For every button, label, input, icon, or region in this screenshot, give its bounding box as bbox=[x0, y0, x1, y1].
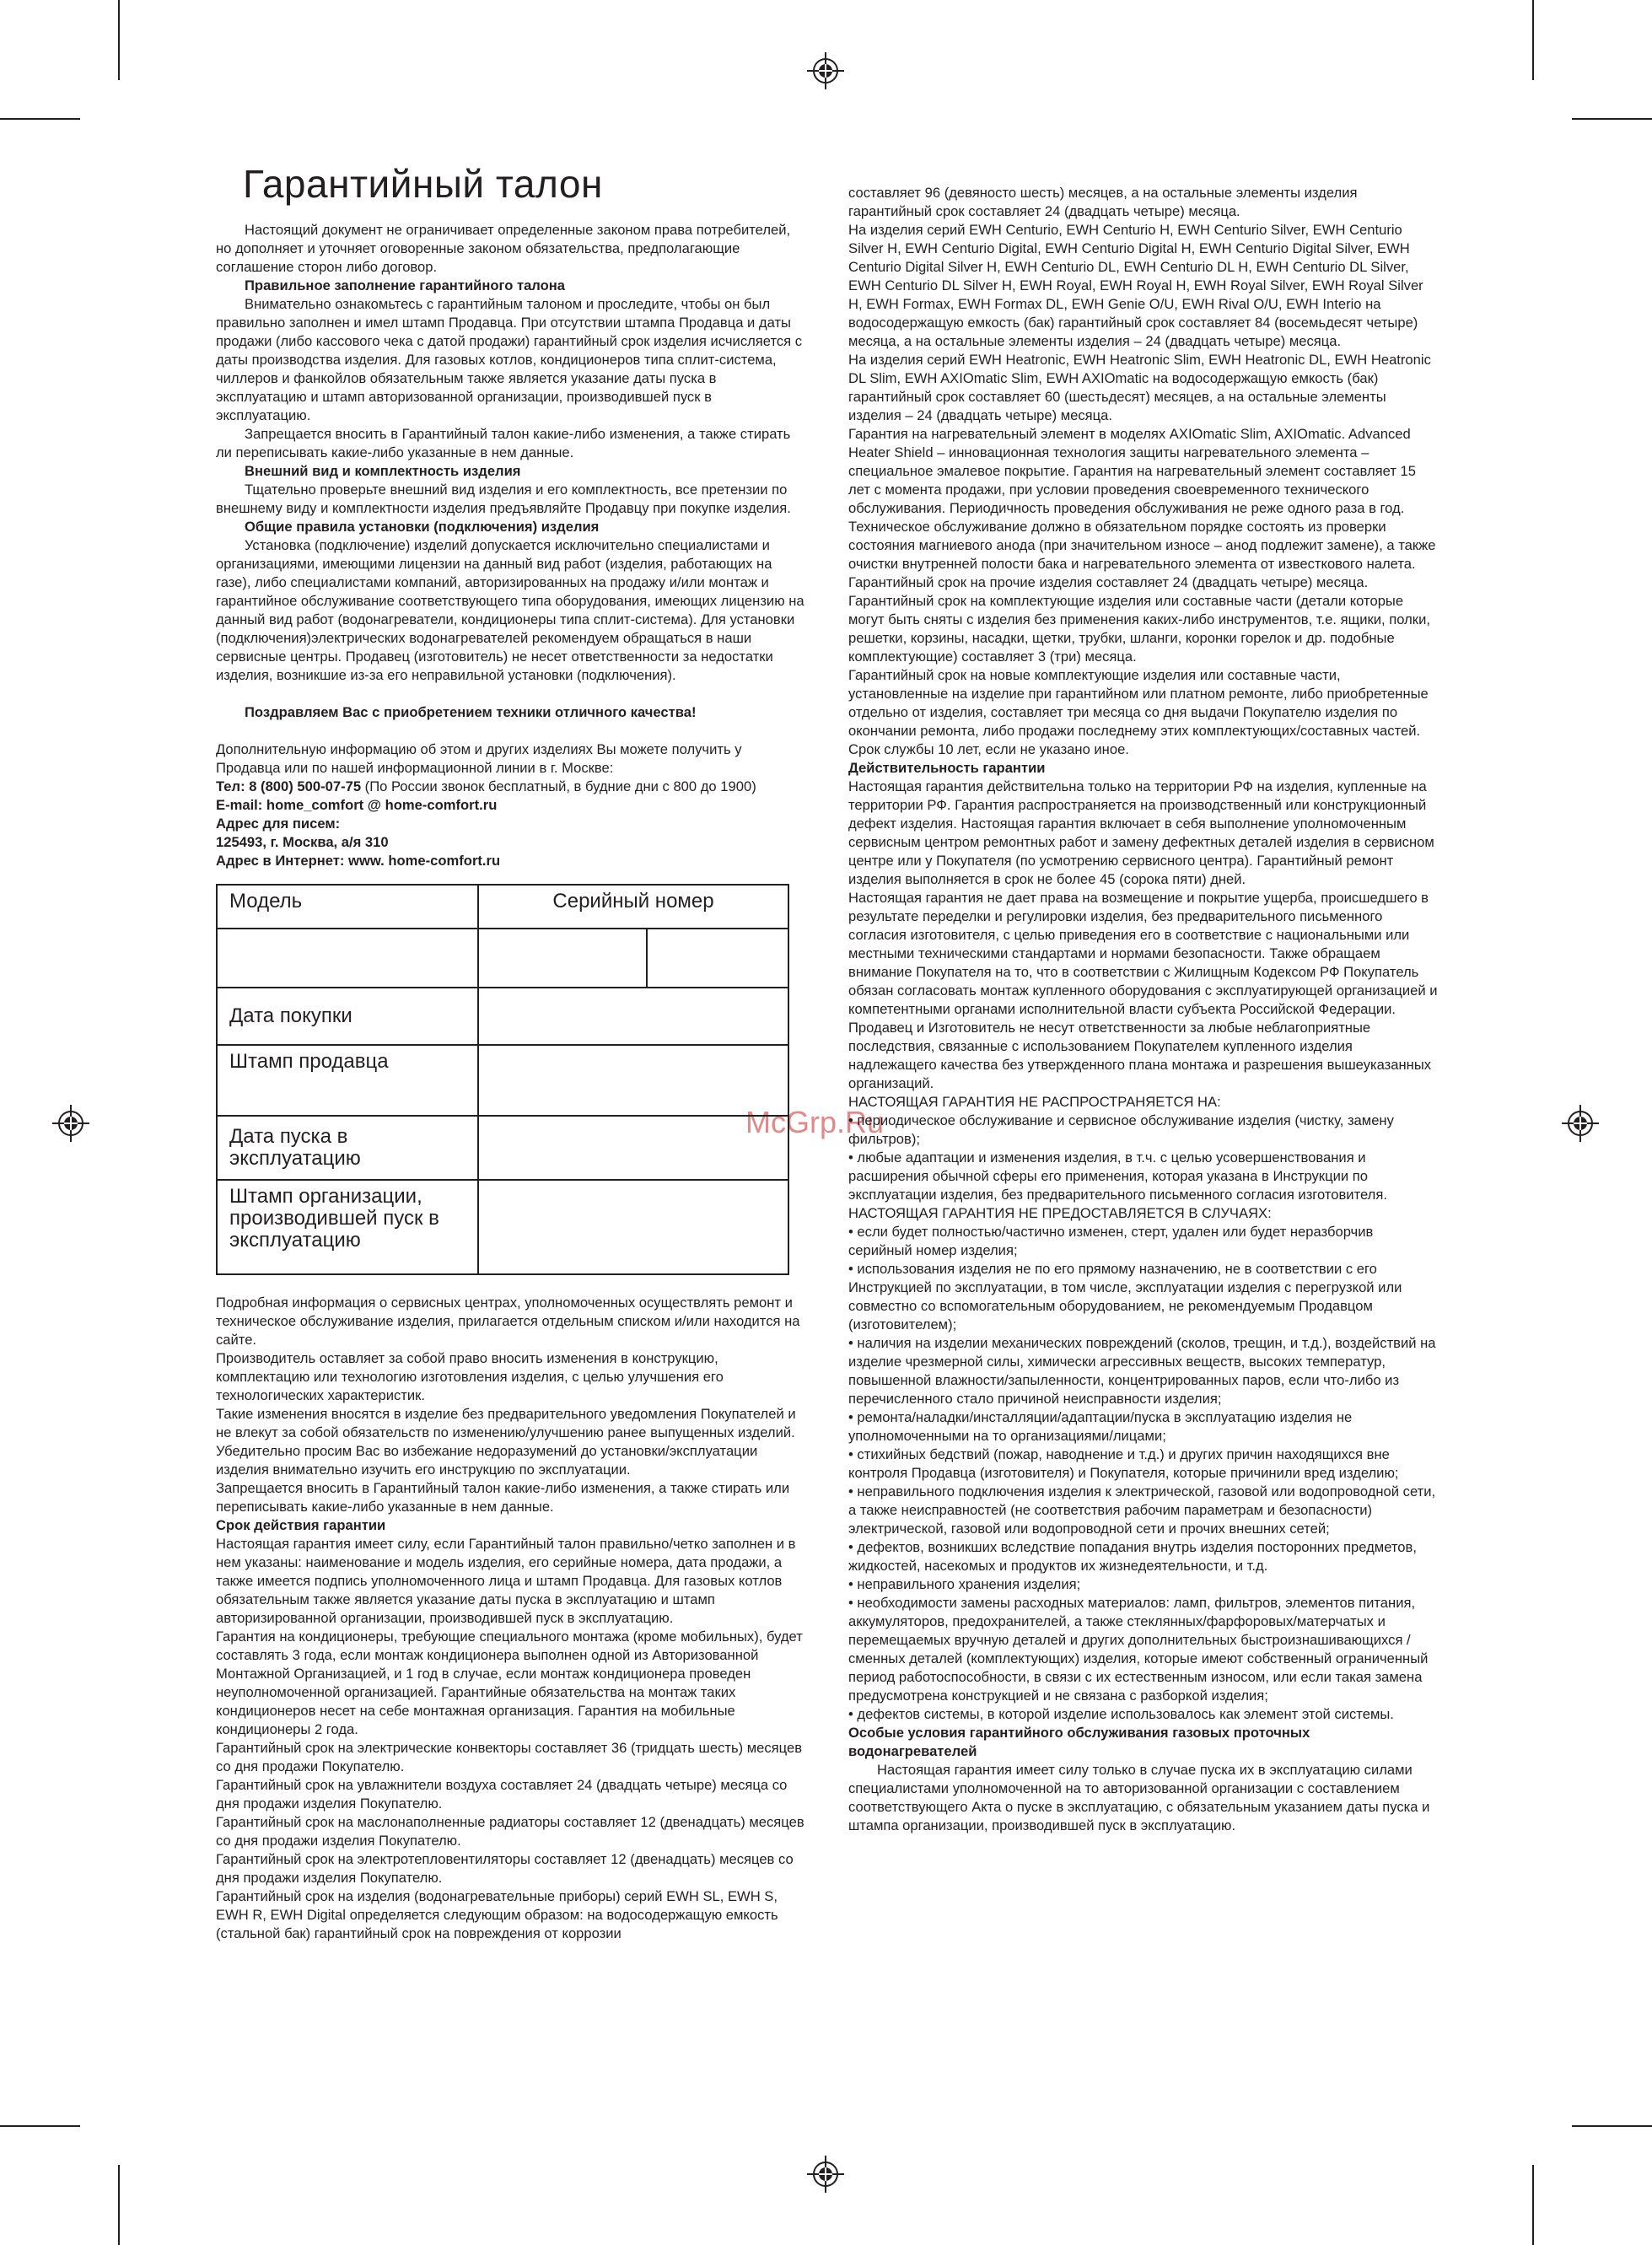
seller-stamp-field[interactable] bbox=[478, 1045, 788, 1116]
paragraph: Установка (подключение) изделий допускается исключительно специалистами и организациями, имеющими лицензии на данный вид работ (изделия, работающих на газе), либо специалистами компаний, авторизированных на продажу и/или монтаж и гарантийное обслуживание соответствующего типа оборудования, имеющих лицензию на данный вид работ (водонагреватели, кондиционеры типа сплит-система). Для установки (подключения)электрических водонагревателей рекомендуем обращаться в наши сервисные центры. Продавец (изготовитель) не несет ответственности за недостатки изделия, возникшие из-за его неправильной установки (подключения). bbox=[216, 537, 804, 683]
paragraph: Такие изменения вносятся в изделие без предварительного уведомления Покупателей и не влекут за собой обязательств по изменению/улучшению ранее выпущенных изделий. bbox=[216, 1406, 796, 1440]
paragraph: Гарантийный срок на увлажнители воздуха составляет 24 (двадцать четыре) месяца со дня продажи изделия Покупателю. bbox=[216, 1777, 788, 1812]
paragraph: Настоящая гарантия не дает права на возмещение и покрытие ущерба, происшедшего в результате переделки и регулировки изделия, без предварительного письменного согласия изготовителя, с целью приведения его в соответствие с национальными или местными техническими стандартами и нормами безопасности. Также обращаем внимание Покупателя на то, что в соответствии с Жилищным Кодексом РФ Покупатель обязан согласовать монтаж купленного оборудования с эксплуатирующей организацией и компетентными органами исполнительной власти субъекта Российской Федерации. Продавец и Изготовитель не несут ответственности за любые неблагоприятные последствия, связанные с использованием Покупателем купленного изделия надлежащего качества без утвержденного плана монтажа и разрешения вышеуказанных организаций. bbox=[848, 890, 1438, 1091]
purchase-date-field[interactable] bbox=[478, 988, 788, 1045]
paragraph: Гарантийный срок на электротепловентиляторы составляет 12 (двенадцать) месяцев со дня продажи изделия Покупателю. bbox=[216, 1851, 794, 1886]
paragraph: Срок службы 10 лет, если не указано иное. bbox=[848, 741, 1129, 757]
list-item: • периодическое обслуживание и сервисное обслуживание изделия (чистку, замену фильтров); bbox=[848, 1112, 1394, 1147]
paragraph: На изделия серий EWH Heatronic, EWH Heatronic Slim, EWH Heatronic DL, EWH Heatronic DL Slim, EWH AXIOmatic Slim, EWH AXIOmatic на водосодержащую емкость (бак) гарантийный срок составляет 60 (шестьдесят) месяцев, а на остальные элементы изделия – 24 (двадцать четыре) месяца. bbox=[848, 352, 1431, 423]
paragraph: Запрещается вносить в Гарантийный талон какие-либо изменения, а также стирать или переписывать какие-либо указанные в нем данные. bbox=[216, 1480, 790, 1515]
registration-mark-icon bbox=[1562, 1105, 1599, 1142]
crop-mark bbox=[1532, 0, 1534, 80]
paragraph: составляет 96 (девяносто шесть) месяцев, а на остальные элементы изделия гарантийный срок составляет 24 (двадцать четыре) месяца. bbox=[848, 185, 1358, 219]
paragraph: Гарантийный срок на изделия (водонагревательные приборы) серий EWH SL, EWH S, EWH R, EWH Digital определяется следующим образом: на водосодержащую емкость (стальной бак) гарантийный срок на повреждения от коррозии bbox=[216, 1888, 778, 1941]
serial-label: Серийный номер bbox=[478, 885, 788, 929]
paragraph: Запрещается вносить в Гарантийный талон какие-либо изменения, а также стирать ли переписывать какие-либо указанные в нем данные. bbox=[216, 426, 791, 460]
list-item: • неправильного хранения изделия; bbox=[848, 1576, 1081, 1592]
paragraph: Внимательно ознакомьтесь с гарантийным талоном и проследите, чтобы он был правильно заполнен и имел штамп Продавца. При отсутствии штампа Продавца и даты продажи (либо кассового чека с датой продажи) гарантийный срок изделия исчисляется с даты производства изделия. Для газовых котлов, кондиционеров типа сплит-система, чиллеров и фанкойлов обязательным также является указание даты пуска в эксплуатацию и штамп авторизованной организации, производившей пуск в эксплуатацию. bbox=[216, 296, 803, 423]
paragraph: Гарантия на кондиционеры, требующие специального монтажа (кроме мобильных), будет составлять 3 года, если монтаж кондиционера выполнен одной из Авторизованной Монтажной Организацией, и 1 год в случае, если монтаж кондиционера проведен неуполномоченной организацией. Гарантийные обязательства на монтаж таких кондиционеров несет на себе монтажная организация. Гарантия на мобильные кондиционеры 2 года. bbox=[216, 1629, 803, 1737]
crop-mark bbox=[1572, 118, 1652, 120]
crop-mark bbox=[0, 2125, 80, 2127]
crop-mark bbox=[1532, 2165, 1534, 2245]
crop-mark bbox=[118, 2165, 120, 2245]
paragraph: Настоящая гарантия имеет силу, если Гарантийный талон правильно/четко заполнен и в нем указаны: наименование и модель изделия, его серийные номера, дата продажи, а также имеется подпись уполномоченного лица и штамп Продавца. Для газовых котлов обязательным также является указание даты пуска в эксплуатацию и штамп авторизированной организации, производившей пуск в эксплуатацию. bbox=[216, 1536, 796, 1626]
section-heading: Срок действия гарантии bbox=[216, 1517, 386, 1533]
warranty-form-table bbox=[216, 884, 789, 1275]
phone-line bbox=[216, 778, 806, 796]
org-stamp-field[interactable] bbox=[478, 1180, 788, 1274]
page-title: Гарантийный талон bbox=[243, 162, 603, 206]
list-item: • необходимости замены расходных материалов: ламп, фильтров, элементов питания, аккумуляторов, предохранителей, а также стеклянных/фарфоровых/матерчатых и перемещаемых вручную деталей и других дополнительных быстроизнашивающихся /сменных деталей (комплектующих) изделия, которые имеют собственный ограниченный период работоспособности, в связи с их естественным износом, или если такая замена предусмотрена конструкцией и не связана с разборкой изделия; bbox=[848, 1595, 1429, 1704]
phone-number: Тел: 8 (800) 500-07-75 bbox=[216, 778, 362, 794]
serial-field-2[interactable] bbox=[647, 929, 788, 988]
model-label: Модель bbox=[217, 885, 478, 929]
list-item: • дефектов, возникших вследствие попадания внутрь изделия посторонних предметов, жидкостей, насекомых и продуктов их жизнедеятельности, и т.д. bbox=[848, 1539, 1417, 1574]
right-column bbox=[848, 184, 1439, 1835]
registration-mark-icon bbox=[52, 1105, 89, 1142]
watermark: McGrp.Ru bbox=[745, 1105, 885, 1139]
web-address: Адрес в Интернет: www. home-comfort.ru bbox=[216, 853, 501, 869]
paragraph: Гарантийный срок на маслонаполненные радиаторы составляет 12 (двенадцать) месяцев со дня продажи изделия Покупателю. bbox=[216, 1814, 804, 1849]
paragraph: Подробная информация о сервисных центрах, уполномоченных осуществлять ремонт и техническое обслуживание изделия, прилагается отдельным списком и/или находится на сайте. bbox=[216, 1295, 800, 1348]
crop-mark bbox=[0, 118, 80, 120]
section-heading: Внешний вид и комплектность изделия bbox=[245, 463, 521, 479]
intro-paragraph: Настоящий документ не ограничивает определенные законом права потребителей, но дополняет и уточняет оговоренные законом обязательства, предполагающие соглашение сторон либо договор. bbox=[216, 222, 791, 275]
paragraph: Гарантийный срок на комплектующие изделия или составные части (детали которые могут быть сняты с изделия без применения каких-либо инструментов, т.е. ящики, полки, решетки, корзины, насадки, щетки, трубки, шланги, коронки горелок и др. подобные комплектующие) составляет 3 (три) месяца. bbox=[848, 593, 1430, 665]
postal-address: 125493, г. Москва, а/я 310 bbox=[216, 834, 389, 850]
section-heading: Действительность гарантии bbox=[848, 760, 1046, 776]
org-stamp-label: Штамп организации, производившей пуск в эксплуатацию bbox=[217, 1180, 478, 1274]
paragraph: Тщательно проверьте внешний вид изделия и его комплектность, все претензии по внешнему виду и комплектности изделия предъявляйте Продавцу при покупке изделия. bbox=[216, 482, 791, 516]
congratulations-text: Поздравляем Вас с приобретением техники отличного качества! bbox=[245, 704, 697, 720]
list-item: • если будет полностью/частично изменен, стерт, удален или будет неразборчив серийный номер изделия; bbox=[848, 1224, 1374, 1258]
serial-field-1[interactable] bbox=[478, 929, 647, 988]
left-column bbox=[216, 160, 806, 1943]
paragraph: Гарантийный срок на электрические конвекторы составляет 36 (тридцать шесть) месяцев со дня продажи Покупателю. bbox=[216, 1740, 803, 1774]
paragraph: Гарантия на нагревательный элемент в моделях AXIOmatic Slim, AXIOmatic. Advanced Heater Shield – инновационная технология защиты нагревательного элемента – специальное эмалевое покрытие. Гарантия на нагревательный элемент составляет 15 лет с момента продажи, при условии проведения своевременного технического обслуживания. Периодичность проведения обслуживания не реже одного раза в год. Техническое обслуживание должно в обязательном порядке состоять из проверки состояния магниевого анода (при значительном износе – анод подлежит замене), а также очистки внутренней полости бака и нагревательного элемента от известкового налета. bbox=[848, 426, 1436, 572]
purchase-date-label: Дата покупки bbox=[217, 988, 478, 1045]
list-item: • дефектов системы, в которой изделие использовалось как элемент этой системы. bbox=[848, 1706, 1394, 1722]
list-item: • наличия на изделии механических повреждений (сколов, трещин, и т.д.), воздействий на изделие чрезмерной силы, химически агрессивных веществ, высоких температур, повышенной влажности/запыленности, концентрированных паров, если что-либо из перечисленного стало причиной неисправности изделия; bbox=[848, 1335, 1436, 1407]
section-heading: Особые условия гарантийного обслуживания газовых проточных водонагревателей bbox=[848, 1725, 1310, 1759]
paragraph: Убедительно просим Вас во избежание недоразумений до установки/эксплуатации изделия внимательно изучить его инструкцию по эксплуатации. bbox=[216, 1443, 758, 1478]
crop-mark bbox=[1572, 2125, 1652, 2127]
phone-note: (По России звонок бесплатный, в будние дни с 800 до 1900) bbox=[361, 778, 756, 794]
seller-stamp-label: Штамп продавца bbox=[217, 1045, 478, 1116]
section-heading: Общие правила установки (подключения) изделия bbox=[245, 519, 600, 535]
start-date-field[interactable] bbox=[478, 1116, 788, 1180]
paragraph: Настоящая гарантия действительна только на территории РФ на изделия, купленные на территории РФ. Гарантия распространяется на производственный или конструкционный дефект изделия. Настоящая гарантия включает в себя выполнение уполномоченным сервисным центром ремонтных работ и замену дефектных деталей изделия в сервисном центре или у Покупателя (по усмотрению сервисного центра). Гарантийный ремонт изделия выполняется в срок не более 45 (сорока пяти) дней. bbox=[848, 778, 1434, 887]
contact-intro: Дополнительную информацию об этом и других изделиях Вы можете получить у Продавца или по нашей информационной линии в г. Москве: bbox=[216, 741, 742, 776]
caps-heading: НАСТОЯЩАЯ ГАРАНТИЯ НЕ ПРЕДОСТАВЛЯЕТСЯ В СЛУЧАЯХ: bbox=[848, 1205, 1272, 1221]
postal-label: Адрес для писем: bbox=[216, 816, 341, 832]
caps-heading: НАСТОЯЩАЯ ГАРАНТИЯ НЕ РАСПРОСТРАНЯЕТСЯ НА: bbox=[848, 1094, 1221, 1110]
email-line: E-mail: home_comfort @ home-comfort.ru bbox=[216, 797, 498, 813]
registration-mark-icon bbox=[807, 2156, 844, 2193]
list-item: • использования изделия не по его прямому назначению, не в соответствии с его Инструкцией по эксплуатации, в том числе, эксплуатации изделия с перегрузкой или совместно со вспомогательным оборудованием, не рекомендуемым Продавцом (изготовителем); bbox=[848, 1261, 1402, 1332]
start-date-label: Дата пуска в эксплуатацию bbox=[217, 1116, 478, 1180]
model-field[interactable] bbox=[217, 929, 478, 988]
paragraph: Настоящая гарантия имеет силу только в случае пуска их в эксплуатацию силами специалистами уполномоченной на то авторизованной организации с составлением соответствующего Акта о пуске в эксплуатацию, с обязательным указанием даты пуска и штампа организации, производившей пуск в эксплуатацию. bbox=[848, 1762, 1430, 1833]
paragraph: На изделия серий EWH Centurio, EWH Centurio H, EWH Centurio Silver, EWH Centurio Silver H, EWH Centurio Digital, EWH Centurio Digital H, EWH Centurio Digital Silver, EWH Centurio Digital Silver H, EWH Centurio DL, EWH Centurio DL H, EWH Centurio DL Silver, EWH Centurio DL Silver H, EWH Royal, EWH Royal H, EWH Royal Silver, EWH Royal Silver H, EWH Formax, EWH Formax DL, EWH Genie O/U, EWH Rival O/U, EWH Interio на водосодержащую емкость (бак) гарантийный срок составляет 84 (восемьдесят четыре) месяца, а на остальные элементы изделия – 24 (двадцать четыре) месяца. bbox=[848, 222, 1423, 349]
paragraph: Гарантийный срок на прочие изделия составляет 24 (двадцать четыре) месяца. bbox=[848, 574, 1369, 590]
paragraph: Производитель оставляет за собой право вносить изменения в конструкцию, комплектацию или технологию изготовления изделия, с целью улучшения его технологических характеристик. bbox=[216, 1350, 724, 1403]
list-item: • ремонта/наладки/инсталляции/адаптации/пуска в эксплуатацию изделия не уполномоченными на то организациями/лицами; bbox=[848, 1409, 1353, 1444]
section-heading: Правильное заполнение гарантийного талона bbox=[245, 277, 566, 293]
list-item: • любые адаптации и изменения изделия, в т.ч. с целью усовершенствования и расширения обычной сферы его применения, которая указана в Инструкции по эксплуатации изделия, без предварительного письменного согласия изготовителя. bbox=[848, 1149, 1387, 1203]
list-item: • неправильного подключения изделия к электрической, газовой или водопроводной сети, а также неисправностей (не соответствия рабочим параметрам и безопасности) электрической, газовой или водопроводной сети и прочих внешних сетей; bbox=[848, 1483, 1436, 1537]
registration-mark-icon bbox=[807, 52, 844, 89]
paragraph: Гарантийный срок на новые комплектующие изделия или составные части, установленные на изделие при гарантийном или платном ремонте, либо приобретенные отдельно от изделия, составляет три месяца со дня выдачи Покупателю изделия по окончании ремонта, либо продажи последнему этих комплектующих/составных частей. bbox=[848, 667, 1429, 739]
crop-mark bbox=[118, 0, 120, 80]
list-item: • стихийных бедствий (пожар, наводнение и т.д.) и других причин находящихся вне контроля Продавца (изготовителя) и Покупателя, которые причинили вред изделию; bbox=[848, 1446, 1399, 1481]
